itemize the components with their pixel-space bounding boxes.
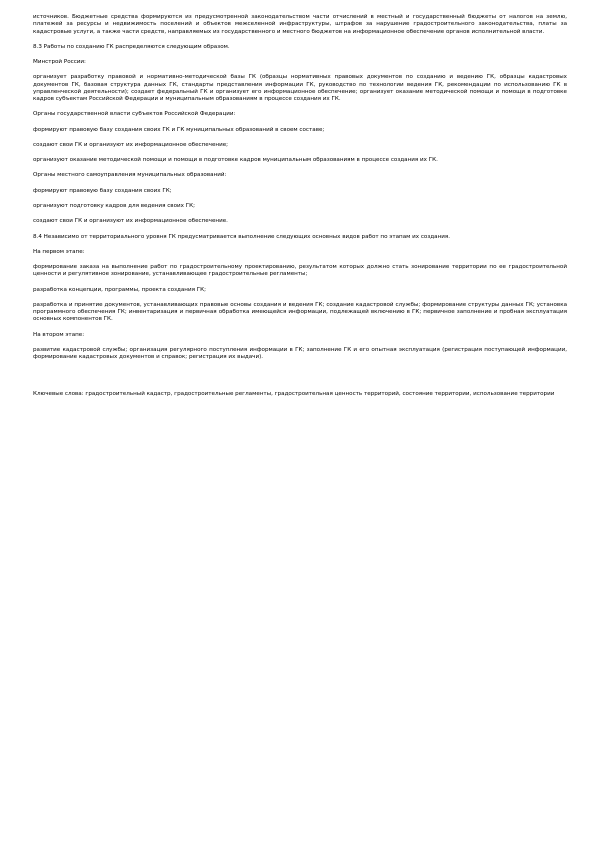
list-item-first-stage-order: формирование заказа на выполнение работ по градостроительному проектированию, результатом которых должно стать зонирование территории по ее градостроительной ценности и регулятивное зонирование, устанавливающее градостроительные регламенты; bbox=[33, 264, 567, 278]
paragraph-minstroy-duties: организует разработку правовой и нормативно-методической базы ГК (образцы нормативных правовых документов по созданию и ведению ГК, образцы кадастровых документов ГК, базовая структура данных ГК, стандарты представления информации ГК, руководство по технологии ведения ГК, рекомендации по использованию ГК в управленческой деятельности); создает федеральный ГК и организует его информационное обеспечение; организует оказание методической помощи и помощи в подготовке кадров субъектам Российской Федерации и муниципальным образованиям в процессе создания их ГК. bbox=[33, 74, 567, 103]
subheading-regional-authorities: Органы государственной власти субъектов Российской Федерации: bbox=[33, 111, 236, 118]
section-heading-8-3: 8.3 Работы по созданию ГК распределяются следующим образом. bbox=[33, 43, 230, 50]
paragraph-budget-sources: источников. Бюджетные средства формируются из предусмотренной законодательством части отчислений в местный и государственный бюджеты от налогов на землю, платежей за ресурсы и недвижимость поселений и объектов межселенной инфраструктуры, штрафов за нарушение градостроительного законодательства, платы за кадастровые услуги, а также части средств, направляемых из государственного и местного бюджетов на информационное обеспечение органов исполнительной власти. bbox=[33, 14, 567, 35]
list-item-local-create-gk: создают свои ГК и организуют их информационное обеспечение. bbox=[33, 218, 228, 225]
list-item-regional-create-gk: создают свои ГК и организуют их информационное обеспечение; bbox=[33, 141, 229, 148]
subheading-first-stage: На первом этапе: bbox=[33, 248, 85, 255]
list-item-first-stage-concept: разработка концепции, программы, проекта создания ГК; bbox=[33, 286, 206, 293]
subheading-local-authorities: Органы местного самоуправления муниципальных образований: bbox=[33, 172, 227, 179]
list-item-local-legal-base: формируют правовую базу создания своих ГК; bbox=[33, 187, 172, 194]
keywords-paragraph: Ключевые слова: градостроительный кадастр, градостроительные регламенты, градостроительная ценность территорий, состояние территории, использование территории bbox=[33, 391, 555, 398]
document-page bbox=[33, 14, 567, 407]
list-item-regional-legal-base: формируют правовую базу создания своих ГК и ГК муниципальных образований в своем составе; bbox=[33, 126, 325, 133]
list-item-first-stage-documents: разработка и принятие документов, устанавливающих правовые основы создания и ведения ГК; создание кадастровой службы; формирование структуры данных ГК; установка программного обеспечения ГК; инвентаризация и первичная обработка имеющейся информации, подлежащей включению в ГК; первичное заполнение и пробная эксплуатация основных компонентов ГК. bbox=[33, 301, 567, 323]
list-item-local-training: организуют подготовку кадров для ведения своих ГК; bbox=[33, 202, 195, 209]
section-heading-8-4: 8.4 Независимо от территориального уровня ГК предусматривается выполнение следующих основных видов работ по этапам их создания. bbox=[33, 233, 451, 240]
list-item-second-stage-development: развитие кадастровой службы; организация регулярного поступления информации в ГК; заполнение ГК и его опытная эксплуатация (регистрация поступающей информации, формирование кадастровых документов и справок; регистрация их выдачи). bbox=[33, 346, 567, 361]
list-item-regional-assistance: организуют оказание методической помощи и помощи в подготовке кадров муниципальным образованиям в процессе создания их ГК. bbox=[33, 157, 438, 164]
subheading-minstroy: Минстрой России: bbox=[33, 59, 86, 66]
subheading-second-stage: На втором этапе: bbox=[33, 331, 85, 338]
